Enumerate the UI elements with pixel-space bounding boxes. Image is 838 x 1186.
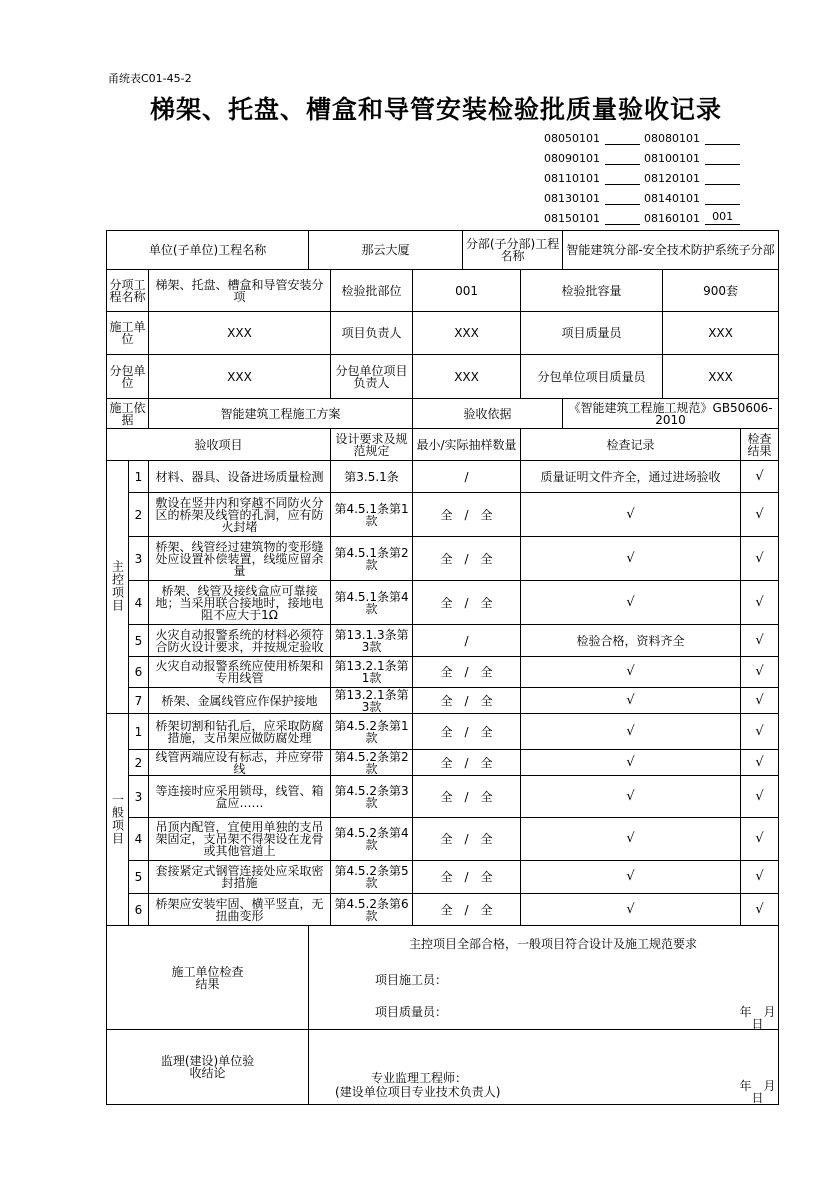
table-row <box>107 861 779 894</box>
sub-qm-label: 分包单位项目质量员 <box>521 355 663 399</box>
item-no: 1 <box>129 714 149 750</box>
form-code: 甬统表C01-45-2 <box>108 72 192 85</box>
item-result[interactable]: √ <box>741 714 779 750</box>
page-title: 梯架、托盘、槽盒和导管安装检验批质量验收记录 <box>150 95 723 124</box>
item-sample[interactable]: 全 / 全 <box>413 776 521 818</box>
item-sample[interactable]: 全 / 全 <box>413 657 521 688</box>
item-desc: 桥架应安装牢固、横平竖直，无扭曲变形 <box>149 894 331 926</box>
item-std: 第13.1.3条第3款 <box>331 625 413 657</box>
code: 08050101 <box>544 132 600 145</box>
item-record[interactable]: √ <box>521 776 741 818</box>
code: 08150101 <box>544 212 600 225</box>
item-result[interactable]: √ <box>741 625 779 657</box>
basis-label: 施工依据 <box>107 399 149 429</box>
accept-basis-value[interactable]: 《智能建筑工程施工规范》GB50606-2010 <box>563 399 779 429</box>
supervisor-check-label <box>107 1030 309 1105</box>
item-desc: 吊顶内配管，宜使用单独的支吊架固定，支吊架不得架设在龙骨或其他管道上 <box>149 818 331 861</box>
supervisor-date: 年 月 日 <box>739 1079 788 1105</box>
item-record[interactable]: √ <box>521 581 741 625</box>
code: 08090101 <box>544 152 600 165</box>
unit-value[interactable]: 那云大厦 <box>309 231 463 270</box>
item-std: 第4.5.2条第3款 <box>331 776 413 818</box>
code: 08140101 <box>644 192 700 205</box>
col-result: 检查结果 <box>741 429 779 461</box>
code-row <box>544 205 744 225</box>
item-std: 第4.5.1条第1款 <box>331 493 413 537</box>
table-row <box>107 818 779 861</box>
pm-value[interactable]: XXX <box>413 312 521 355</box>
table-row <box>107 714 779 750</box>
sub-pm-value[interactable]: XXX <box>413 355 521 399</box>
item-desc: 桥架、线管及接线盒应可靠接地；当采用联合接地时，接地电阻不应大于1Ω <box>149 581 331 625</box>
item-result[interactable]: √ <box>741 818 779 861</box>
code: 08100101 <box>644 152 700 165</box>
item-std: 第3.5.1条 <box>331 461 413 493</box>
item-no: 2 <box>129 493 149 537</box>
item-record[interactable]: √ <box>521 894 741 926</box>
table-row <box>107 657 779 688</box>
code-row <box>544 145 744 165</box>
item-desc: 套接紧定式钢管连接处应采取密封措施 <box>149 861 331 894</box>
code-blank[interactable] <box>705 130 740 145</box>
qm-value[interactable]: XXX <box>663 312 779 355</box>
item-std: 第4.5.2条第6款 <box>331 894 413 926</box>
item-no: 2 <box>129 750 149 776</box>
header-row <box>107 231 779 270</box>
subitem-label: 分项工程名称 <box>107 270 149 312</box>
item-std: 第13.2.1条第1款 <box>331 657 413 688</box>
item-sample[interactable]: 全 / 全 <box>413 493 521 537</box>
item-sample[interactable]: 全 / 全 <box>413 861 521 894</box>
item-std: 第4.5.2条第5款 <box>331 861 413 894</box>
contractor-worker: 项目施工员： <box>375 973 448 987</box>
division-value[interactable]: 智能建筑分部-安全技术防护系统子分部 <box>563 231 779 270</box>
sub-qm-value[interactable]: XXX <box>663 355 779 399</box>
code: 08160101 <box>644 212 700 225</box>
table-row <box>107 750 779 776</box>
item-std: 第4.5.2条第2款 <box>331 750 413 776</box>
sub-pm-label: 分包单位项目负责人 <box>331 355 413 399</box>
table-row <box>107 537 779 581</box>
supervisor-engineer: 专业监理工程师： <box>371 1071 468 1085</box>
item-std: 第13.2.1条第3款 <box>331 688 413 714</box>
item-no: 4 <box>129 581 149 625</box>
item-no: 1 <box>129 461 149 493</box>
item-record[interactable]: 质量证明文件齐全，通过进场验收 <box>521 461 741 493</box>
item-result[interactable]: √ <box>741 537 779 581</box>
table-row <box>107 776 779 818</box>
contractor-label: 施工单位 <box>107 312 149 355</box>
item-desc: 火灾自动报警系统应使用桥架和专用线管 <box>149 657 331 688</box>
item-sample[interactable]: / <box>413 461 521 493</box>
item-record[interactable]: √ <box>521 537 741 581</box>
subitem-value[interactable]: 梯架、托盘、槽盒和导管安装分项 <box>149 270 331 312</box>
item-result[interactable]: √ <box>741 750 779 776</box>
item-result[interactable]: √ <box>741 581 779 625</box>
item-desc: 敷设在竖井内和穿越不同防火分区的桥架及线管的孔洞，应有防火封堵 <box>149 493 331 537</box>
item-result[interactable]: √ <box>741 493 779 537</box>
item-no: 3 <box>129 776 149 818</box>
item-desc: 材料、器具、设备进场质量检测 <box>149 461 331 493</box>
code-blank[interactable] <box>605 210 640 225</box>
qm-label: 项目质量员 <box>521 312 663 355</box>
item-result[interactable]: √ <box>741 894 779 926</box>
code: 08110101 <box>544 172 600 185</box>
item-desc: 桥架、线管经过建筑物的变形缝处应设置补偿装置，线缆应留余量 <box>149 537 331 581</box>
code-blank[interactable]: 001 <box>705 210 740 225</box>
item-sample[interactable]: 全 / 全 <box>413 750 521 776</box>
code-blank[interactable] <box>605 190 640 205</box>
item-std: 第4.5.2条第1款 <box>331 714 413 750</box>
main-label: 主控项目 <box>110 560 125 612</box>
table-row <box>107 625 779 657</box>
contractor-qm: 项目质量员： <box>375 1005 448 1019</box>
code-blank[interactable] <box>705 150 740 165</box>
code: 08080101 <box>644 132 700 145</box>
item-desc: 火灾自动报警系统的材料必须符合防火设计要求，并按规定验收 <box>149 625 331 657</box>
code-blank[interactable] <box>605 150 640 165</box>
item-sample[interactable]: 全 / 全 <box>413 818 521 861</box>
table-row <box>107 461 779 493</box>
code-list <box>544 125 744 225</box>
supervisor-check-cell[interactable] <box>309 1030 788 1105</box>
item-sample[interactable]: 全 / 全 <box>413 581 521 625</box>
location-label: 检验批部位 <box>331 270 413 312</box>
item-record[interactable]: √ <box>521 688 741 714</box>
sub-label: 分包单位 <box>107 355 149 399</box>
capacity-label: 检验批容量 <box>521 270 663 312</box>
code-blank[interactable] <box>605 170 640 185</box>
sub-value[interactable]: XXX <box>149 355 331 399</box>
header-row <box>107 399 779 429</box>
item-record[interactable]: √ <box>521 861 741 894</box>
col-item: 验收项目 <box>107 429 331 461</box>
location-value[interactable]: 001 <box>413 270 521 312</box>
item-record[interactable]: √ <box>521 818 741 861</box>
item-no: 6 <box>129 657 149 688</box>
item-result[interactable]: √ <box>741 657 779 688</box>
item-sample[interactable]: 全 / 全 <box>413 894 521 926</box>
column-header-row <box>107 429 779 461</box>
item-desc: 等连接时应采用锁母，线管、箱盒应…… <box>149 776 331 818</box>
item-no: 7 <box>129 688 149 714</box>
general-label: 一般项目 <box>110 792 125 845</box>
item-result[interactable]: √ <box>741 776 779 818</box>
supervisor-engineer-note: (建设单位项目专业技术负责人) <box>335 1085 501 1099</box>
item-no: 6 <box>129 894 149 926</box>
item-no: 4 <box>129 818 149 861</box>
item-no: 3 <box>129 537 149 581</box>
item-record[interactable]: √ <box>521 493 741 537</box>
code: 08130101 <box>544 192 600 205</box>
item-sample[interactable]: 全 / 全 <box>413 714 521 750</box>
item-record[interactable]: 检验合格，资料齐全 <box>521 625 741 657</box>
code: 08120101 <box>644 172 700 185</box>
pm-label: 项目负责人 <box>331 312 413 355</box>
division-label: 分部(子分部)工程名称 <box>463 231 563 270</box>
code-row <box>544 185 744 205</box>
inspection-table <box>106 230 788 1105</box>
col-design: 设计要求及规范规定 <box>331 429 413 461</box>
item-std: 第4.5.2条第4款 <box>331 818 413 861</box>
item-std: 第4.5.1条第4款 <box>331 581 413 625</box>
item-std: 第4.5.1条第2款 <box>331 537 413 581</box>
item-result[interactable]: √ <box>741 861 779 894</box>
item-desc: 线管两端应设有标志，并应穿带线 <box>149 750 331 776</box>
col-record: 检查记录 <box>521 429 741 461</box>
item-sample[interactable]: 全 / 全 <box>413 688 521 714</box>
code-row <box>544 125 744 145</box>
item-record[interactable]: √ <box>521 657 741 688</box>
contractor-conclusion: 主控项目全部合格，一般项目符合设计及施工规范要求 <box>409 937 698 951</box>
basis-value[interactable]: 智能建筑工程施工方案 <box>149 399 413 429</box>
supervisor-check-label-text: 监理(建设)单位验收结论 <box>160 1054 255 1080</box>
unit-label: 单位(子单位)工程名称 <box>107 231 309 270</box>
item-record[interactable]: √ <box>521 750 741 776</box>
header-row <box>107 270 779 312</box>
item-no: 5 <box>129 625 149 657</box>
item-desc: 桥架、金属线管应作保护接地 <box>149 688 331 714</box>
capacity-value[interactable]: 900套 <box>663 270 779 312</box>
contractor-check-label <box>107 926 309 1030</box>
col-sample: 最小/实际抽样数量 <box>413 429 521 461</box>
table-row <box>107 894 779 926</box>
item-sample[interactable]: 全 / 全 <box>413 537 521 581</box>
supervisor-check-row <box>107 1030 779 1105</box>
general-section-label <box>107 714 129 926</box>
contractor-check-row <box>107 926 779 1030</box>
main-section-label <box>107 461 129 714</box>
code-row <box>544 165 744 185</box>
code-blank[interactable] <box>705 190 740 205</box>
item-desc: 桥架切割和钻孔后，应采取防腐措施，支吊架应做防腐处理 <box>149 714 331 750</box>
contractor-check-cell[interactable] <box>309 926 788 1031</box>
code-blank[interactable] <box>705 170 740 185</box>
item-no: 5 <box>129 861 149 894</box>
item-record[interactable]: √ <box>521 714 741 750</box>
contractor-value[interactable]: XXX <box>149 312 331 355</box>
table-row <box>107 493 779 537</box>
accept-basis-label: 验收依据 <box>413 399 563 429</box>
item-result[interactable]: √ <box>741 461 779 493</box>
header-row <box>107 312 779 355</box>
item-sample[interactable]: / <box>413 625 521 657</box>
header-row <box>107 355 779 399</box>
table-row <box>107 581 779 625</box>
table-row <box>107 688 779 714</box>
contractor-date: 年 月 日 <box>739 1005 788 1031</box>
code-blank[interactable] <box>605 130 640 145</box>
contractor-check-label-text: 施工单位检查结果 <box>171 964 244 991</box>
item-result[interactable]: √ <box>741 688 779 714</box>
